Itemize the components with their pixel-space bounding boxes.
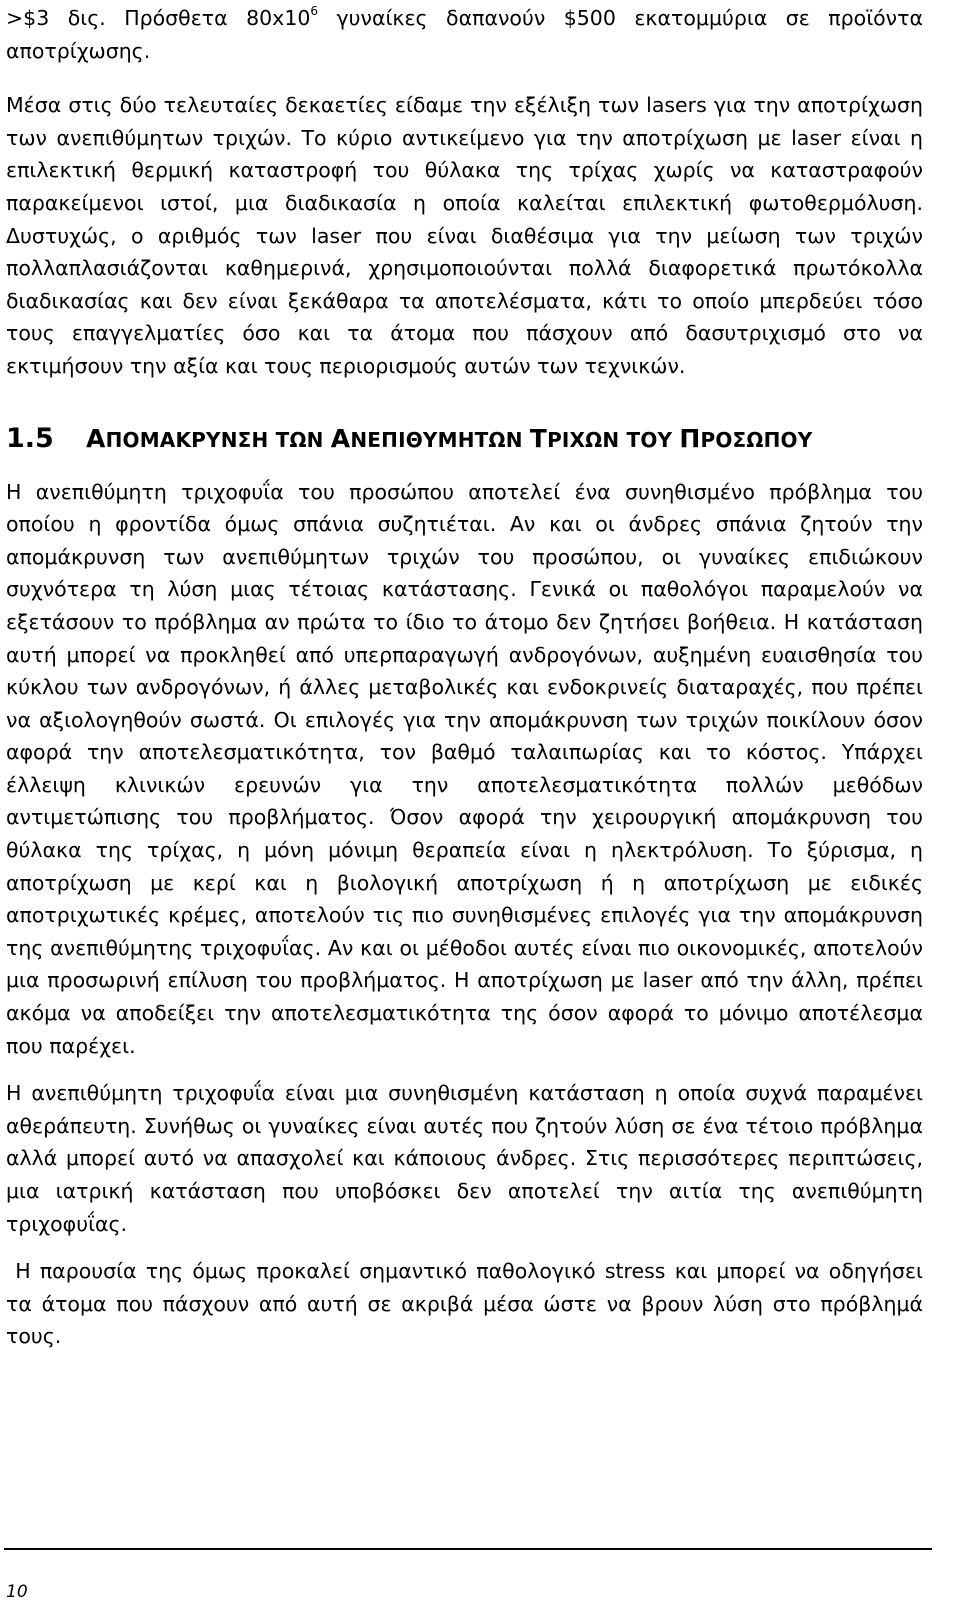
document-page xyxy=(6,0,930,1353)
intro-text-before-superscript: >$3 δις. Πρόσθετα 80x10 xyxy=(6,6,311,30)
title-capital-2: Α xyxy=(330,423,351,453)
title-rest-1: ΠΟΜΑΚΡΥΝΣΗ ΤΩΝ xyxy=(105,427,331,452)
title-capital-4: Π xyxy=(679,423,701,453)
superscript-exponent: 6 xyxy=(310,4,319,19)
title-rest-4: ΡΟΣΩΠΟΥ xyxy=(700,427,813,452)
section-title xyxy=(86,424,812,453)
section-number: 1.5 xyxy=(6,422,54,454)
intro-paragraph-2: Μέσα στις δύο τελευταίες δεκαετίες είδαμε την εξέλιξη των lasers για την αποτρίχωση των ανεπιθύμητων τριχών. Το κύριο αντικείμενο για την αποτρίχωση με laser είναι η επιλεκτική θερμική καταστροφή του θύλακα της τρίχας χωρίς να καταστραφούν παρακείμενοι ιστοί, μια διαδικασία η οποία καλείται επιλεκτική φωτοθερμόλυση. Δυστυχώς, ο αριθμός των laser που είναι διαθέσιμα για την μείωση των τριχών πολλαπλασιάζονται καθημερινά, χρησιμοποιούνται πολλά διαφορετικά πρωτόκολλα διαδικασίας και δεν είναι ξεκάθαρα τα αποτελέσματα, κάτι το οποίο μπερδεύει τόσο τους επαγγελματίες όσο και τα άτομα που πάσχουν από δασυτριχισμό στο να εκτιμήσουν την αξία και τους περιορισμούς αυτών των τεχνικών. xyxy=(6,93,923,378)
section-paragraph-2: Η ανεπιθύμητη τριχοφυΐα είναι μια συνηθισμένη κατάσταση η οποία συχνά παραμένει αθεράπευτη. Συνήθως οι γυναίκες είναι αυτές που ζητούν λύση σε ένα τέτοιο πρόβλημα αλλά μπορεί αυτό να απασχολεί και κάποιους άνδρες. Στις περισσότερες περιπτώσεις, μια ιατρική κατάσταση που υποβόσκει δεν αποτελεί την αιτία της ανεπιθύμητη τριχοφυΐας. xyxy=(6,1081,923,1236)
footer-divider xyxy=(4,1548,932,1550)
title-rest-2: ΝΕΠΙΘΥΜΗΤΩΝ xyxy=(350,427,530,452)
title-rest-3: ΡΙΧΩΝ ΤΟΥ xyxy=(547,427,680,452)
section-heading xyxy=(6,423,923,454)
title-capital-1: Α xyxy=(86,423,106,453)
section-paragraph-3: Η παρουσία της όμως προκαλεί σημαντικό παθολογικό stress και μπορεί να οδηγήσει τα άτομα που πάσχουν από αυτή σε ακριβά μέσα ώστε να βρουν λύση στο πρόβλημά τους. xyxy=(6,1259,930,1349)
intro-paragraph-1 xyxy=(6,2,923,67)
section-paragraph-1: Η ανεπιθύμητη τριχοφυΐα του προσώπου αποτελεί ένα συνηθισμένο πρόβλημα του οποίου η φροντίδα όμως σπάνια συζητιέται. Αν και οι άνδρες σπάνια ζητούν την απομάκρυνση των ανεπιθύμητων τριχών του προσώπου, οι γυναίκες επιδιώκουν συχνότερα τη λύση μιας τέτοιας κατάστασης. Γενικά οι παθολόγοι παραμελούν να εξετάσουν το πρόβλημα αν πρώτα το ίδιο το άτομο δεν ζητήσει βοήθεια. Η κατάσταση αυτή μπορεί να προκληθεί από υπερπαραγωγή ανδρογόνων, αυξημένη ευαισθησία του κύκλου των ανδρογόνων, ή άλλες μεταβολικές και ενδοκρινείς διαταραχές, που πρέπει να αξιολογηθούν σωστά. Οι επιλογές για την απομάκρυνση των τριχών ποικίλουν όσον αφορά την αποτελεσματικότητα, τον βαθμό ταλαιπωρίας και το κόστος. Υπάρχει έλλειψη κλινικών ερευνών για την αποτελεσματικότητα πολλών μεθόδων αντιμετώπισης του προβλήματος. Όσον αφορά την χειρουργική απομάκρυνση του θύλακα της τρίχας, η μόνη μόνιμη θεραπεία είναι η ηλεκτρόλυση. Το ξύρισμα, η αποτρίχωση με κερί και η βιολογική αποτρίχωση ή η αποτρίχωση με ειδικές αποτριχωτικές κρέμες, αποτελούν τις πιο συνηθισμένες επιλογές για την απομάκρυνση της ανεπιθύμητης τριχοφυΐας. Αν και οι μέθοδοι αυτές είναι πιο οικονομικές, αποτελούν μια προσωρινή επίλυση του προβλήματος. Η αποτρίχωση με laser από την άλλη, πρέπει ακόμα να αποδείξει την αποτελεσματικότητα της όσον αφορά το μόνιμο αποτέλεσμα που παρέχει. xyxy=(6,479,923,1058)
title-capital-3: Τ xyxy=(529,423,548,453)
page-number: 10 xyxy=(6,1582,28,1602)
intro-text-after-superscript: γυναίκες δαπανούν $500 εκατομμύρια σε προϊόντα αποτρίχωσης. xyxy=(6,6,923,63)
